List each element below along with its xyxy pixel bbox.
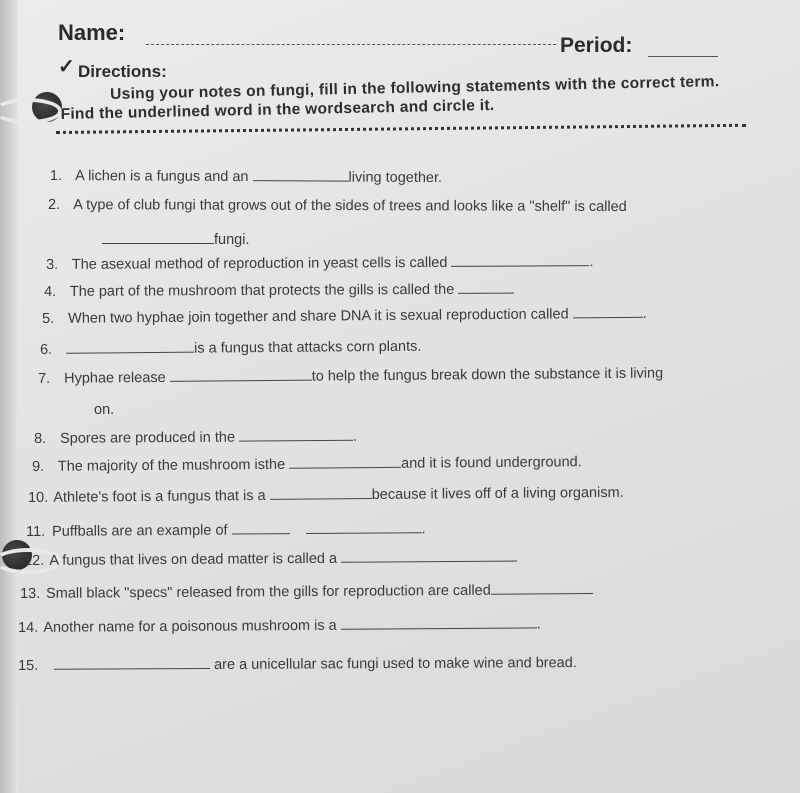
answer-blank[interactable] — [491, 582, 593, 595]
question-9 — [32, 454, 582, 475]
question-number: 6. — [40, 341, 53, 358]
answer-blank[interactable] — [270, 487, 372, 500]
question-12 — [24, 550, 517, 569]
answer-blank[interactable] — [54, 657, 210, 670]
answer-blank[interactable] — [341, 550, 517, 563]
question-10 — [28, 485, 624, 506]
question-15 — [18, 655, 577, 674]
question-number: 9. — [32, 458, 45, 475]
question-7-continued — [94, 402, 114, 418]
answer-blank[interactable] — [66, 341, 194, 354]
question-text: Hyphae release — [64, 369, 166, 387]
question-8: 8. Spores are produced in the . — [34, 428, 358, 447]
question-text-end: are a unicellular sac fungi used to make wine and bread. — [214, 655, 577, 673]
question-text-end: living together. — [348, 169, 443, 187]
question-text: Another name for a poisonous mushroom is a — [43, 617, 337, 636]
answer-blank[interactable] — [289, 456, 401, 469]
question-text: A type of club fungi that grows out of the sides of trees and looks like a "shelf" is called — [73, 197, 627, 216]
question-text: The majority of the mushroom isthe — [57, 456, 286, 475]
question-text: Puffballs are an example of — [52, 522, 228, 540]
question-text: A lichen is a fungus and an — [75, 168, 249, 186]
question-number: 4. — [44, 283, 57, 300]
question-14: 14. Another name for a poisonous mushroom is a . — [18, 616, 541, 636]
question-text: Small black "specs" released from the gills for reproduction are called — [46, 582, 491, 602]
question-text: When two hyphae join together and share DNA it is sexual reproduction called — [68, 306, 569, 327]
question-text-end: fungi. — [214, 232, 250, 248]
answer-blank[interactable] — [102, 232, 214, 244]
answer-blank[interactable] — [253, 169, 349, 182]
question-text: A fungus that lives on dead matter is called a — [49, 550, 338, 569]
question-text: The asexual method of reproduction in yeast cells is called — [71, 254, 448, 273]
question-text-end: because it lives off of a living organism. — [371, 484, 624, 504]
question-text: Athlete's foot is a fungus that is a — [53, 487, 266, 506]
question-number: 7. — [38, 370, 51, 387]
question-7 — [38, 366, 663, 387]
question-3: 3. The asexual method of reproduction in yeast cells is called . — [46, 254, 594, 273]
answer-blank[interactable] — [573, 306, 643, 319]
answer-blank[interactable] — [451, 254, 589, 267]
name-field[interactable] — [146, 44, 556, 45]
answer-blank[interactable] — [341, 616, 537, 629]
question-number: 5. — [42, 310, 55, 327]
answer-blank[interactable] — [306, 521, 422, 534]
question-number: 14. — [18, 619, 39, 636]
question-number: 2. — [47, 197, 61, 214]
period-field[interactable] — [648, 56, 718, 57]
question-number: 3. — [46, 256, 59, 273]
question-2-continued — [102, 232, 249, 248]
period-label: Period: — [560, 34, 633, 57]
question-number: 8. — [34, 430, 47, 447]
question-number: 15. — [18, 657, 39, 674]
question-number: 1. — [49, 168, 63, 185]
divider — [56, 124, 746, 134]
question-4 — [44, 282, 514, 300]
directions-label: Directions: — [78, 62, 167, 81]
question-5: 5. When two hyphae join together and share DNA it is sexual reproduction called . — [42, 305, 647, 327]
answer-blank[interactable] — [239, 429, 353, 442]
question-text: The part of the mushroom that protects the gills is called the — [69, 281, 455, 300]
directions-text: Using your notes on fungi, fill in the following statements with the correct term. Find the underlined word in the wordsearch and circle it. — [60, 73, 720, 123]
question-11: 11. Puffballs are an example of . — [26, 521, 426, 540]
question-6 — [40, 339, 421, 358]
answer-blank[interactable] — [458, 282, 514, 294]
question-text-end: and it is found underground. — [401, 454, 582, 472]
question-text-end: is a fungus that attacks corn plants. — [194, 338, 422, 357]
answer-blank[interactable] — [170, 369, 312, 382]
question-number: 11. — [26, 523, 46, 540]
question-1 — [50, 168, 442, 186]
question-text: Spores are produced in the — [60, 429, 236, 447]
checkmark-icon: ✓ — [58, 56, 75, 78]
question-2 — [48, 197, 627, 215]
question-number: 10. — [28, 489, 49, 506]
question-text-end: to help the fungus break down the substance it is living — [311, 365, 664, 385]
question-text: on. — [94, 402, 115, 418]
answer-blank[interactable] — [232, 522, 290, 534]
question-13 — [20, 582, 593, 602]
question-number: 12. — [24, 552, 45, 569]
question-number: 13. — [20, 585, 41, 602]
name-label: Name: — [58, 20, 126, 45]
